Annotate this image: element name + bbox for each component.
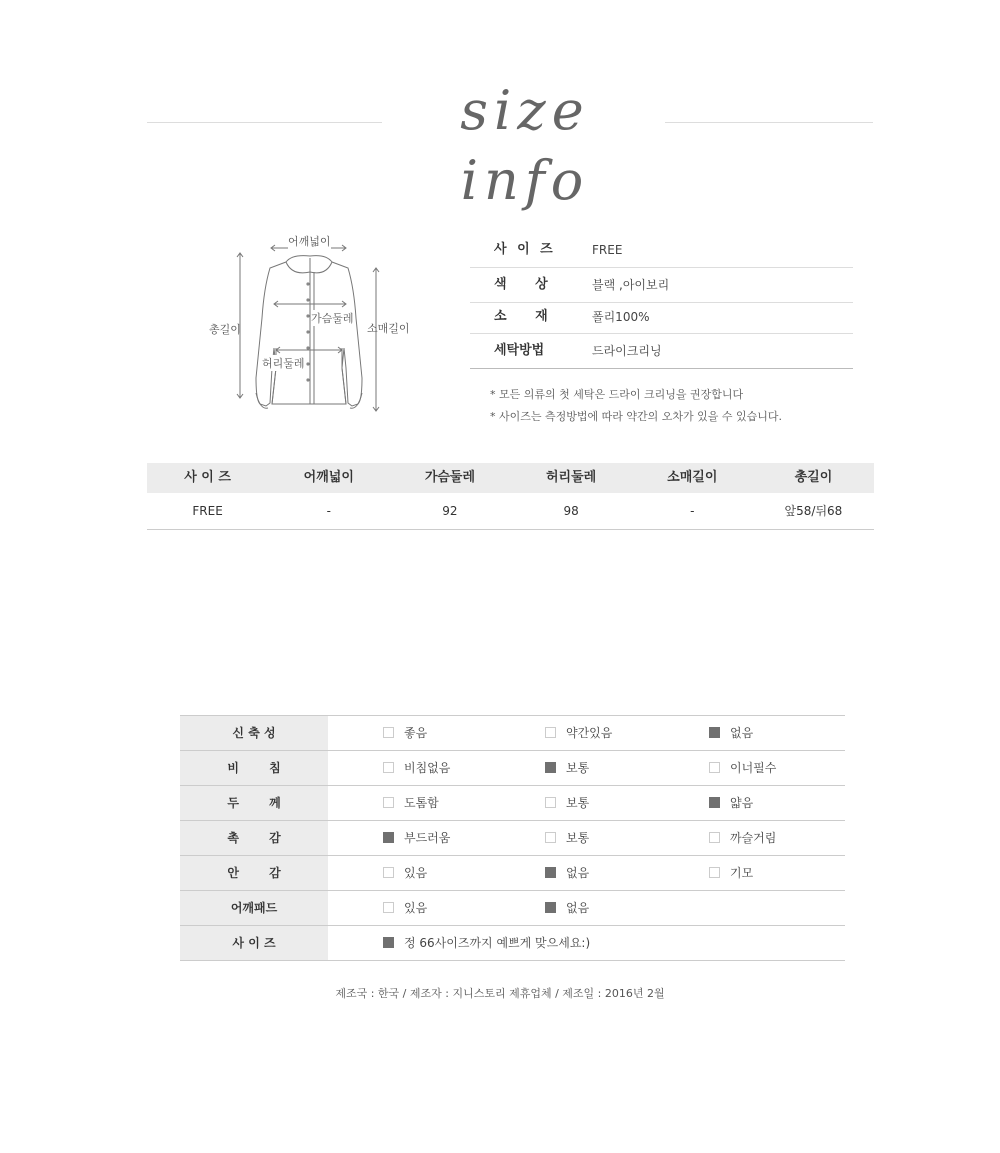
size-table bbox=[147, 463, 874, 530]
option-label: 비침없음 bbox=[404, 761, 451, 775]
label-sleeve: 소매길이 bbox=[367, 322, 410, 335]
size-header-sleeve: 소매길이 bbox=[667, 470, 718, 485]
table-row bbox=[147, 493, 874, 530]
size-cell-length: 앞58/뒤68 bbox=[784, 504, 843, 518]
option-label: 보통 bbox=[566, 796, 590, 810]
fabric-row-touch bbox=[180, 821, 845, 856]
option-touch-normal bbox=[545, 821, 589, 855]
checkbox-checked-icon bbox=[545, 867, 556, 878]
spec-row-wash bbox=[470, 334, 853, 369]
fabric-label-shoulder-pad: 어깨패드 bbox=[180, 891, 328, 925]
checkbox-icon bbox=[709, 832, 720, 843]
checkbox-icon bbox=[383, 867, 394, 878]
label-length: 총길이 bbox=[209, 323, 241, 336]
option-lining-no bbox=[545, 856, 589, 890]
checkbox-icon bbox=[545, 727, 556, 738]
fabric-row-sheer bbox=[180, 751, 845, 786]
checkbox-icon bbox=[545, 797, 556, 808]
size-cell-chest: 92 bbox=[442, 504, 458, 518]
option-lining-yes bbox=[383, 856, 427, 890]
fabric-label-lining: 안 감 bbox=[180, 856, 328, 890]
option-thickness-thin bbox=[709, 786, 753, 820]
option-touch-rough bbox=[709, 821, 776, 855]
label-shoulder: 어깨넓이 bbox=[288, 235, 331, 248]
fabric-row-lining bbox=[180, 856, 845, 891]
size-cell-shoulder: - bbox=[326, 504, 331, 518]
option-stretch-some bbox=[545, 716, 612, 750]
spec-value-size: FREE bbox=[592, 243, 623, 257]
size-header-size: 사 이 즈 bbox=[184, 470, 231, 485]
spec-row-material bbox=[470, 301, 853, 334]
option-thickness-normal bbox=[545, 786, 589, 820]
checkbox-checked-icon bbox=[709, 727, 720, 738]
fabric-row-size bbox=[180, 926, 845, 961]
spec-row-size bbox=[470, 233, 853, 268]
spec-value-wash: 드라이크리닝 bbox=[592, 344, 662, 358]
size-cell-waist: 98 bbox=[563, 504, 579, 518]
fabric-row-shoulder-pad bbox=[180, 891, 845, 926]
option-sheer-none bbox=[383, 751, 450, 785]
option-label: 있음 bbox=[404, 866, 428, 880]
option-sheer-normal bbox=[545, 751, 589, 785]
size-cell-sleeve: - bbox=[690, 504, 695, 518]
option-pad-no bbox=[545, 891, 589, 925]
option-label: 까슬거림 bbox=[730, 831, 777, 845]
option-label: 정 66사이즈까지 예쁘게 맞으세요:) bbox=[404, 936, 591, 950]
fabric-label-size: 사 이 즈 bbox=[180, 926, 328, 960]
spec-value-color: 블랙 ,아이보리 bbox=[592, 278, 670, 292]
note-washing: * 모든 의류의 첫 세탁은 드라이 크리닝을 권장합니다 bbox=[490, 388, 744, 401]
option-label: 없음 bbox=[566, 901, 590, 915]
option-touch-soft bbox=[383, 821, 450, 855]
option-label: 부드러움 bbox=[404, 831, 451, 845]
option-label: 없음 bbox=[566, 866, 590, 880]
option-sheer-inner bbox=[709, 751, 776, 785]
manufacturer-info: 제조국 : 한국 / 제조자 : 지니스토리 제휴업체 / 제조일 : 2016년 2월 bbox=[335, 987, 665, 1000]
option-label: 보통 bbox=[566, 831, 590, 845]
option-pad-yes bbox=[383, 891, 427, 925]
option-label: 기모 bbox=[730, 866, 754, 880]
checkbox-icon bbox=[383, 902, 394, 913]
spec-value-material: 폴리100% bbox=[592, 310, 650, 324]
fabric-row-stretch bbox=[180, 716, 845, 751]
size-header-length: 총길이 bbox=[794, 470, 833, 485]
spec-label-size: 사 이 즈 bbox=[494, 242, 556, 257]
option-label: 도톰함 bbox=[404, 796, 439, 810]
fabric-label-sheer: 비 침 bbox=[180, 751, 328, 785]
checkbox-checked-icon bbox=[709, 797, 720, 808]
size-header-shoulder: 어깨넓이 bbox=[303, 470, 354, 485]
checkbox-icon bbox=[383, 797, 394, 808]
spec-label-material: 소 재 bbox=[494, 309, 548, 324]
fabric-row-thickness bbox=[180, 786, 845, 821]
checkbox-checked-icon bbox=[383, 832, 394, 843]
size-table-header bbox=[147, 463, 874, 493]
note-measurement: * 사이즈는 측정방법에 따라 약간의 오차가 있을 수 있습니다. bbox=[490, 410, 782, 423]
size-header-waist: 허리둘레 bbox=[545, 470, 597, 485]
option-label: 얇음 bbox=[730, 796, 754, 810]
spec-label-wash: 세탁방법 bbox=[494, 343, 545, 358]
label-chest: 가슴둘레 bbox=[311, 312, 354, 325]
label-waist: 허리둘레 bbox=[262, 357, 305, 370]
checkbox-icon bbox=[545, 832, 556, 843]
header-line-right bbox=[665, 122, 873, 123]
option-lining-fleece bbox=[709, 856, 753, 890]
header-line-left bbox=[147, 122, 382, 123]
option-label: 이너필수 bbox=[730, 761, 777, 775]
checkbox-icon bbox=[383, 727, 394, 738]
option-stretch-none bbox=[709, 716, 753, 750]
checkbox-icon bbox=[709, 867, 720, 878]
size-cell-size: FREE bbox=[192, 504, 223, 518]
checkbox-checked-icon bbox=[545, 762, 556, 773]
page-title: size info bbox=[460, 79, 590, 212]
spec-row-color bbox=[470, 268, 853, 303]
fabric-label-touch: 촉 감 bbox=[180, 821, 328, 855]
size-header-chest: 가슴둘레 bbox=[424, 470, 476, 485]
option-thickness-thick bbox=[383, 786, 439, 820]
checkbox-icon bbox=[709, 762, 720, 773]
option-stretch-good bbox=[383, 716, 427, 750]
option-size-note bbox=[383, 926, 590, 960]
option-label: 약간있음 bbox=[566, 726, 613, 740]
spec-label-color: 색 상 bbox=[494, 277, 548, 292]
fabric-table bbox=[180, 715, 845, 961]
fabric-label-thickness: 두 께 bbox=[180, 786, 328, 820]
checkbox-checked-icon bbox=[545, 902, 556, 913]
option-label: 보통 bbox=[566, 761, 590, 775]
checkbox-checked-icon bbox=[383, 937, 394, 948]
checkbox-icon bbox=[383, 762, 394, 773]
option-label: 없음 bbox=[730, 726, 754, 740]
option-label: 좋음 bbox=[404, 726, 428, 740]
option-label: 있음 bbox=[404, 901, 428, 915]
fabric-label-stretch: 신 축 성 bbox=[180, 716, 328, 750]
